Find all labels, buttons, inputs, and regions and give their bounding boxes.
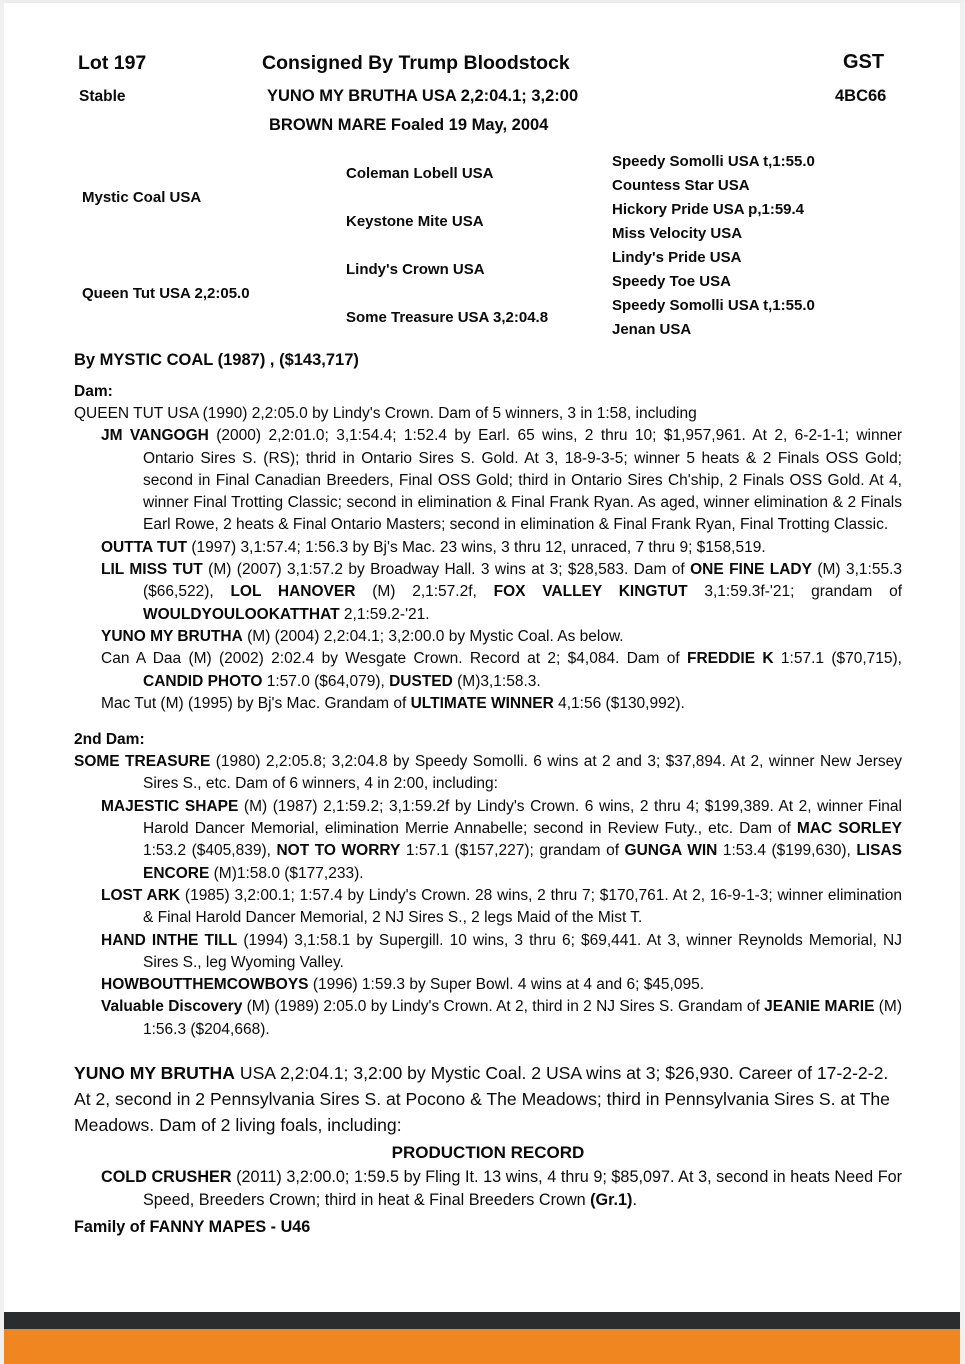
gst-label: GST (843, 51, 885, 73)
highlighted-name: ONE FINE LADY (690, 561, 812, 579)
pedigree-name: Mystic Coal USA (82, 188, 202, 206)
highlighted-name: WOULDYOULOOKATTHAT (143, 605, 340, 623)
highlighted-name: COLD CRUSHER (101, 1167, 232, 1186)
color-sex-foaled-line: BROWN MARE Foaled 19 May, 2004 (269, 116, 549, 134)
dam-entries (74, 403, 902, 715)
catalog-entry (74, 693, 902, 715)
highlighted-name: LISAS ENCORE (143, 842, 902, 882)
pedigree-name: Speedy Somolli USA t,1:55.0 (612, 152, 815, 170)
body-text: (2011) 3,2:00.0; 1:59.5 by Fling It. 13 wins, 4 thru 9; $85,097. At 3, second in heats Need For Speed, Breeders Crown; third in heat & Final Breeders Crown (143, 1167, 903, 1210)
highlighted-name: MAC SORLEY (796, 820, 902, 838)
body-text: Can A Daa (M) (2002) 2:02.4 by Wesgate Crown. Record at 2; $4,084. Dam of (101, 650, 688, 668)
highlighted-name: MAJESTIC SHAPE (101, 797, 239, 815)
catalog-entry (74, 626, 902, 648)
highlighted-name: HOWBOUTTHEMCOWBOYS (101, 976, 309, 994)
highlighted-name: HAND INTHE TILL (101, 931, 238, 949)
body-text: (M)1:58.0 ($177,233). (209, 864, 364, 882)
pedigree-name: Lindy's Crown USA (346, 260, 485, 278)
body-text: Mac Tut (M) (1995) by Bj's Mac. Grandam of (101, 694, 411, 712)
second-dam-entries (74, 751, 902, 1041)
highlighted-name: YUNO MY BRUTHA (101, 627, 243, 645)
body-text: (2000) 2,2:01.0; 3,1:54.4; 1:52.4 by Earl. 65 wins, 2 thru 10; $1,957,961. At 2, 6-2-1-1; winner Ontario Sires S. (RS); thrid in Ontario Sires S. Gold. At 3, 18-9-3-5; winner 5 heats & 2 Finals OSS Gold; second in Final Canadian Breeders, Final OSS Gold; third in Ontario Sires Ch'ship, 2 Finals OSS Gold. At 4, winner Final Trotting Classic; second in elimination & Final Frank Ryan. As aged, winner elimination & 2 Finals Earl Rowe, 2 heats & Final Ontario Masters; second in elimination & Final Frank Ryan, Final Trotting Classic. (143, 427, 902, 534)
highlighted-name: ULTIMATE WINNER (410, 694, 554, 712)
footer-bar-orange (4, 1329, 960, 1364)
highlighted-name: JM VANGOGH (101, 427, 209, 445)
pedigree-generation-1 (82, 149, 250, 342)
pedigree-name: Queen Tut USA 2,2:05.0 (82, 285, 250, 303)
pedigree-name: Lindy's Pride USA (612, 248, 742, 266)
body-text: (1996) 1:59.3 by Super Bowl. 4 wins at 4 and 6; $45,095. (308, 976, 705, 994)
footer-bar-dark (4, 1312, 960, 1329)
highlighted-name: LOL HANOVER (230, 583, 356, 601)
stable-label: Stable (79, 88, 126, 105)
body-text: 1:53.4 ($199,630), (717, 842, 857, 860)
pedigree-name: Hickory Pride USA p,1:59.4 (612, 200, 805, 218)
highlighted-name: FREDDIE K (687, 650, 774, 668)
body-text: (M) 1:56.3 ($204,668). (143, 998, 902, 1038)
highlighted-name: LIL MISS TUT (101, 561, 203, 579)
catalog-code: 4BC66 (835, 87, 887, 105)
catalog-entry (74, 751, 902, 796)
body-text: (M)3,1:58.3. (452, 672, 541, 690)
pedigree-name: Miss Velocity USA (612, 224, 743, 242)
catalog-entry (74, 403, 902, 425)
catalog-entry (74, 559, 902, 626)
production-record-heading: PRODUCTION RECORD (391, 1142, 585, 1162)
body-text: (M) (1989) 2:05.0 by Lindy's Crown. At 2, third in 2 NJ Sires S. Grandam of (242, 998, 765, 1016)
pedigree-name: Jenan USA (612, 321, 692, 339)
catalog-entry (74, 996, 902, 1041)
body-text: (M) (2004) 2,2:04.1; 3,2:00.0 by Mystic Coal. As below. (242, 627, 624, 645)
body-text: 1:57.1 ($157,227); grandam of (400, 842, 625, 860)
sire-line: By MYSTIC COAL (1987) , ($143,717) (74, 351, 359, 369)
catalog-body (74, 351, 902, 1237)
pedigree-name: Coleman Lobell USA (346, 164, 494, 182)
lot-number: Lot 197 (78, 52, 147, 74)
highlighted-name: OUTTA TUT (101, 538, 188, 556)
second-dam-heading: 2nd Dam: (74, 731, 145, 749)
body-text: (M) (2007) 3,1:57.2 by Broadway Hall. 3 wins at 3; $28,583. Dam of (202, 561, 691, 579)
highlighted-name: JEANIE MARIE (764, 998, 875, 1016)
dam-heading: Dam: (74, 383, 113, 400)
body-text: 2,1:59.2-'21. (339, 605, 430, 623)
highlighted-name: (Gr.1) (590, 1191, 633, 1210)
catalog-entry (74, 974, 902, 996)
highlighted-name: YUNO MY BRUTHA (74, 1063, 235, 1084)
body-text: (1980) 2,2:05.8; 3,2:04.8 by Speedy Somolli. 6 wins at 2 and 3; $37,894. At 2, winner New Jersey Sires S., etc. Dam of 6 winners, 4 in 2:00, including: (143, 753, 902, 793)
pedigree-name: Speedy Toe USA (612, 273, 731, 291)
horse-name-record: YUNO MY BRUTHA USA 2,2:04.1; 3,2:00 (267, 87, 579, 105)
catalog-entry (74, 648, 902, 693)
pedigree-name: Keystone Mite USA (346, 212, 484, 230)
pedigree-generation-2 (346, 149, 548, 342)
body-text: QUEEN TUT USA (1990) 2,2:05.0 by Lindy's Crown. Dam of 5 winners, 3 in 1:58, including (74, 405, 697, 422)
pedigree-generation-3 (612, 149, 815, 342)
catalog-entry (74, 537, 902, 559)
highlighted-name: NOT TO WORRY (276, 842, 401, 860)
body-text: 1:57.1 ($70,715), (773, 650, 902, 668)
production-entries (74, 1166, 902, 1213)
catalog-entry (74, 1166, 902, 1213)
pedigree-name: Countess Star USA (612, 176, 750, 194)
family-line: Family of FANNY MAPES - U46 (74, 1217, 311, 1236)
pedigree-name: Speedy Somolli USA t,1:55.0 (612, 297, 815, 315)
body-text: (M) 2,1:57.2f, (355, 583, 494, 601)
body-text: (M) (1987) 2,1:59.2; 3,1:59.2f by Lindy's Crown. 6 wins, 2 thru 4; $199,389. At 2, winner Final Harold Dancer Memorial, elimination Merrie Annabelle; second in Review Futy., etc. Dam of (143, 797, 902, 838)
body-text: USA 2,2:04.1; 3,2:00 by Mystic Coal. 2 USA wins at 3; $26,930. Career of 17-2-2-2. At 2, second in 2 Pennsylvania Sires S. at Pocono & The Meadows; third in Pennsylvania Sires S. at The Meadows. Dam of 2 living foals, including: (74, 1063, 890, 1136)
highlighted-name: DUSTED (389, 672, 453, 690)
body-text: 3,1:59.3f-'21; grandam of (687, 583, 903, 601)
body-text: (1994) 3,1:58.1 by Supergill. 10 wins, 3 thru 6; $69,441. At 3, winner Reynolds Memorial, NJ Sires S., leg Wyoming Valley. (143, 931, 902, 971)
highlighted-name: SOME TREASURE (74, 753, 211, 771)
highlighted-name: Valuable Discovery (101, 998, 243, 1016)
body-text: 1:57.0 ($64,079), (262, 672, 390, 690)
body-text: (1997) 3,1:57.4; 1:56.3 by Bj's Mac. 23 wins, 3 thru 12, unraced, 7 thru 9; $158,519. (187, 538, 766, 556)
consignor-title: Consigned By Trump Bloodstock (262, 52, 570, 74)
catalog-entry (74, 425, 902, 536)
catalog-entry (74, 796, 902, 885)
body-text: (M) 3,1:55.3 ($66,522), (143, 561, 903, 601)
pedigree-name: Some Treasure USA 3,2:04.8 (346, 309, 549, 327)
body-text: (1985) 3,2:00.1; 1:57.4 by Lindy's Crown. 28 wins, 2 thru 7; $170,761. At 2, 16-9-1-3; winner elimination & Final Harold Dancer Memorial, 2 NJ Sires S., 2 legs Maid of the Mist T. (143, 886, 902, 927)
body-text: 1:53.2 ($405,839), (143, 842, 277, 860)
catalog-entry (74, 885, 902, 930)
highlighted-name: LOST ARK (101, 886, 181, 904)
race-record-paragraph (74, 1060, 902, 1139)
highlighted-name: FOX VALLEY KINGTUT (493, 583, 688, 601)
body-text: 4,1:56 ($130,992). (553, 694, 685, 712)
catalog-entry (74, 930, 902, 975)
highlighted-name: CANDID PHOTO (143, 672, 263, 690)
highlighted-name: GUNGA WIN (624, 842, 718, 860)
body-text: . (632, 1191, 637, 1210)
